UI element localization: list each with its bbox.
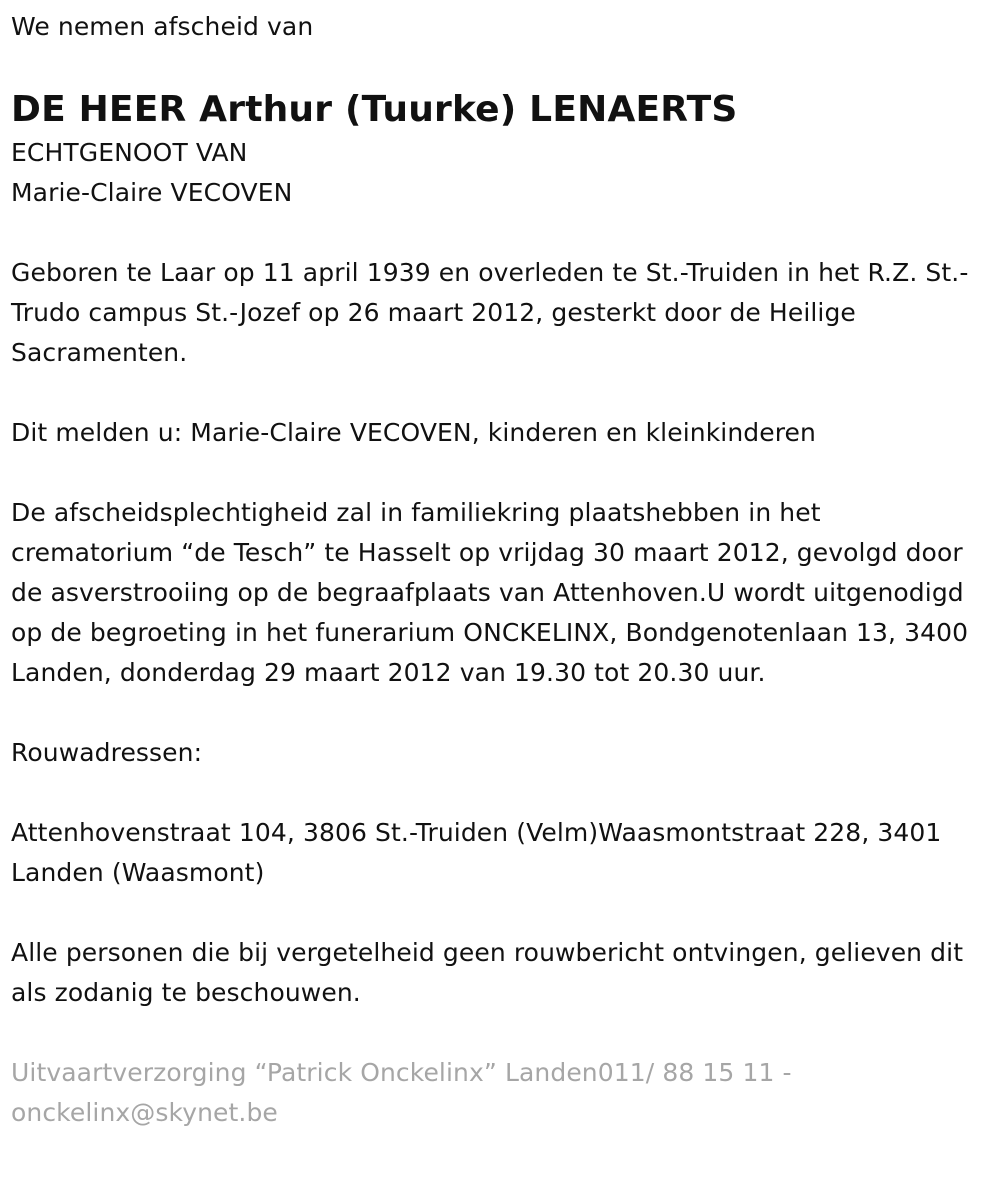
addresses-paragraph: Attenhovenstraat 104, 3806 St.-Truiden (Velm)Waasmontstraat 228, 3401 Landen (Waasmont): [11, 818, 942, 887]
funeral-director-footer: Uitvaartverzorging “Patrick Onckelinx” Landen011/ 88 15 11 - onckelinx@skynet.be: [11, 1058, 792, 1127]
intro-text: We nemen afscheid van: [11, 12, 314, 41]
spouse-label: ECHTGENOOT VAN: [11, 138, 248, 167]
birth-death-paragraph: Geboren te Laar op 11 april 1939 en overleden te St.-Truiden in het R.Z. St.-Trudo campus St.-Jozef op 26 maart 2012, gesterkt door de Heilige Sacramenten.: [11, 258, 969, 367]
ceremony-paragraph: De afscheidsplechtigheid zal in familiekring plaatshebben in het crematorium “de Tesch” te Hasselt op vrijdag 30 maart 2012, gevolgd door de asverstrooiing op de begraafplaats van Attenhoven.U wordt uitgenodigd op de begroeting in het funerarium ONCKELINX, Bondgenotenlaan 13, 3400 Landen, donderdag 29 maart 2012 van 19.30 tot 20.30 uur.: [11, 498, 969, 687]
addresses-label: Rouwadressen:: [11, 738, 203, 767]
deceased-name: DE HEER Arthur (Tuurke) LENAERTS: [11, 89, 738, 130]
spouse-name: Marie-Claire VECOVEN: [11, 178, 293, 207]
announced-by-paragraph: Dit melden u: Marie-Claire VECOVEN, kinderen en kleinkinderen: [11, 418, 816, 447]
closing-paragraph: Alle personen die bij vergetelheid geen rouwbericht ontvingen, gelieven dit als zodanig te beschouwen.: [11, 938, 964, 1007]
